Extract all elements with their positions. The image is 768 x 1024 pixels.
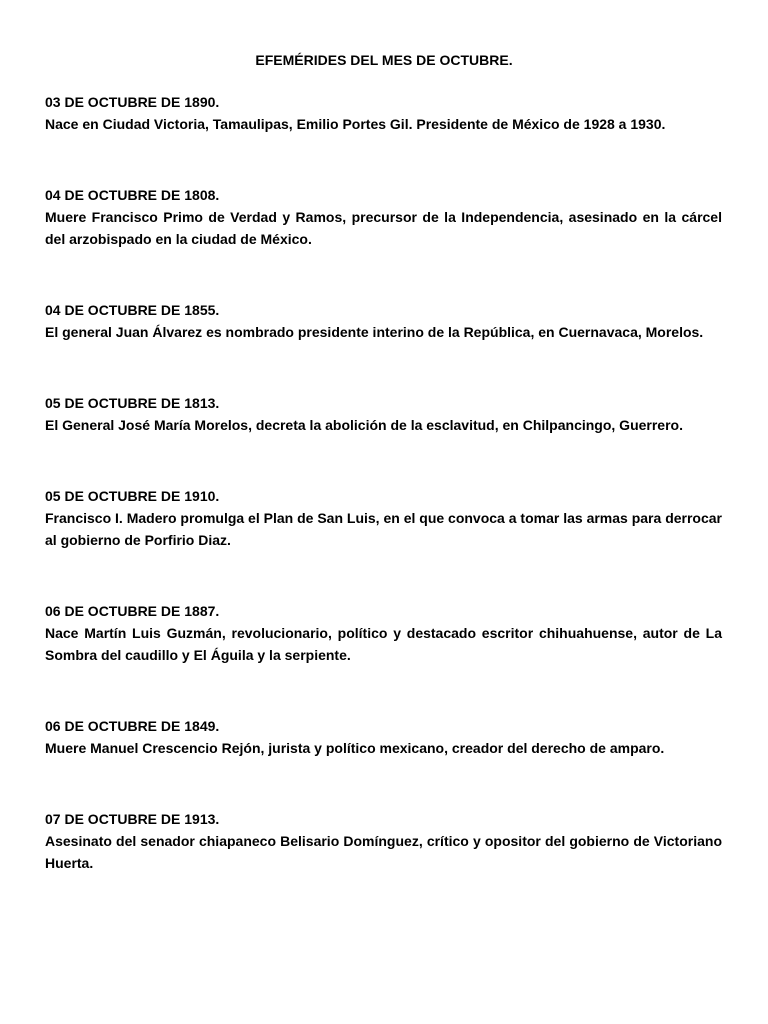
entry — [45, 184, 722, 250]
entry — [45, 392, 722, 436]
entry — [45, 299, 722, 343]
entry-date: 05 DE OCTUBRE DE 1910. — [45, 488, 220, 504]
entry-text: Nace en Ciudad Victoria, Tamaulipas, Emilio Portes Gil. Presidente de México de 1928 a 1930. — [45, 116, 666, 132]
entry-text: El general Juan Álvarez es nombrado presidente interino de la República, en Cuernavaca, Morelos. — [45, 324, 704, 340]
entry — [45, 91, 722, 135]
entry-date: 04 DE OCTUBRE DE 1855. — [45, 302, 220, 318]
entry-text: Francisco I. Madero promulga el Plan de San Luis, en el que convoca a tomar las armas para derrocar al gobierno de Porfirio Diaz. — [45, 510, 722, 548]
entry — [45, 600, 722, 666]
entry-date: 05 DE OCTUBRE DE 1813. — [45, 395, 220, 411]
entry — [45, 715, 722, 759]
entry-text: Muere Manuel Crescencio Rejón, jurista y político mexicano, creador del derecho de amparo. — [45, 740, 665, 756]
entry-date: 06 DE OCTUBRE DE 1849. — [45, 718, 220, 734]
entry-date: 04 DE OCTUBRE DE 1808. — [45, 187, 220, 203]
entry-text: Asesinato del senador chiapaneco Belisario Domínguez, crítico y opositor del gobierno de Victoriano Huerta. — [45, 833, 722, 871]
document-title: EFEMÉRIDES DEL MES DE OCTUBRE. — [255, 52, 513, 68]
entry-list — [45, 91, 722, 923]
entry — [45, 485, 722, 551]
entry-date: 03 DE OCTUBRE DE 1890. — [45, 94, 220, 110]
entry-date: 06 DE OCTUBRE DE 1887. — [45, 603, 220, 619]
entry-date: 07 DE OCTUBRE DE 1913. — [45, 811, 220, 827]
entry-text: Nace Martín Luis Guzmán, revolucionario, político y destacado escritor chihuahuense, autor de La Sombra del caudillo y El Águila y la serpiente. — [45, 625, 722, 663]
entry-text: Muere Francisco Primo de Verdad y Ramos, precursor de la Independencia, asesinado en la cárcel del arzobispado en la ciudad de México. — [45, 209, 722, 247]
entry — [45, 808, 722, 874]
entry-text: El General José María Morelos, decreta la abolición de la esclavitud, en Chilpancingo, Guerrero. — [45, 417, 683, 433]
